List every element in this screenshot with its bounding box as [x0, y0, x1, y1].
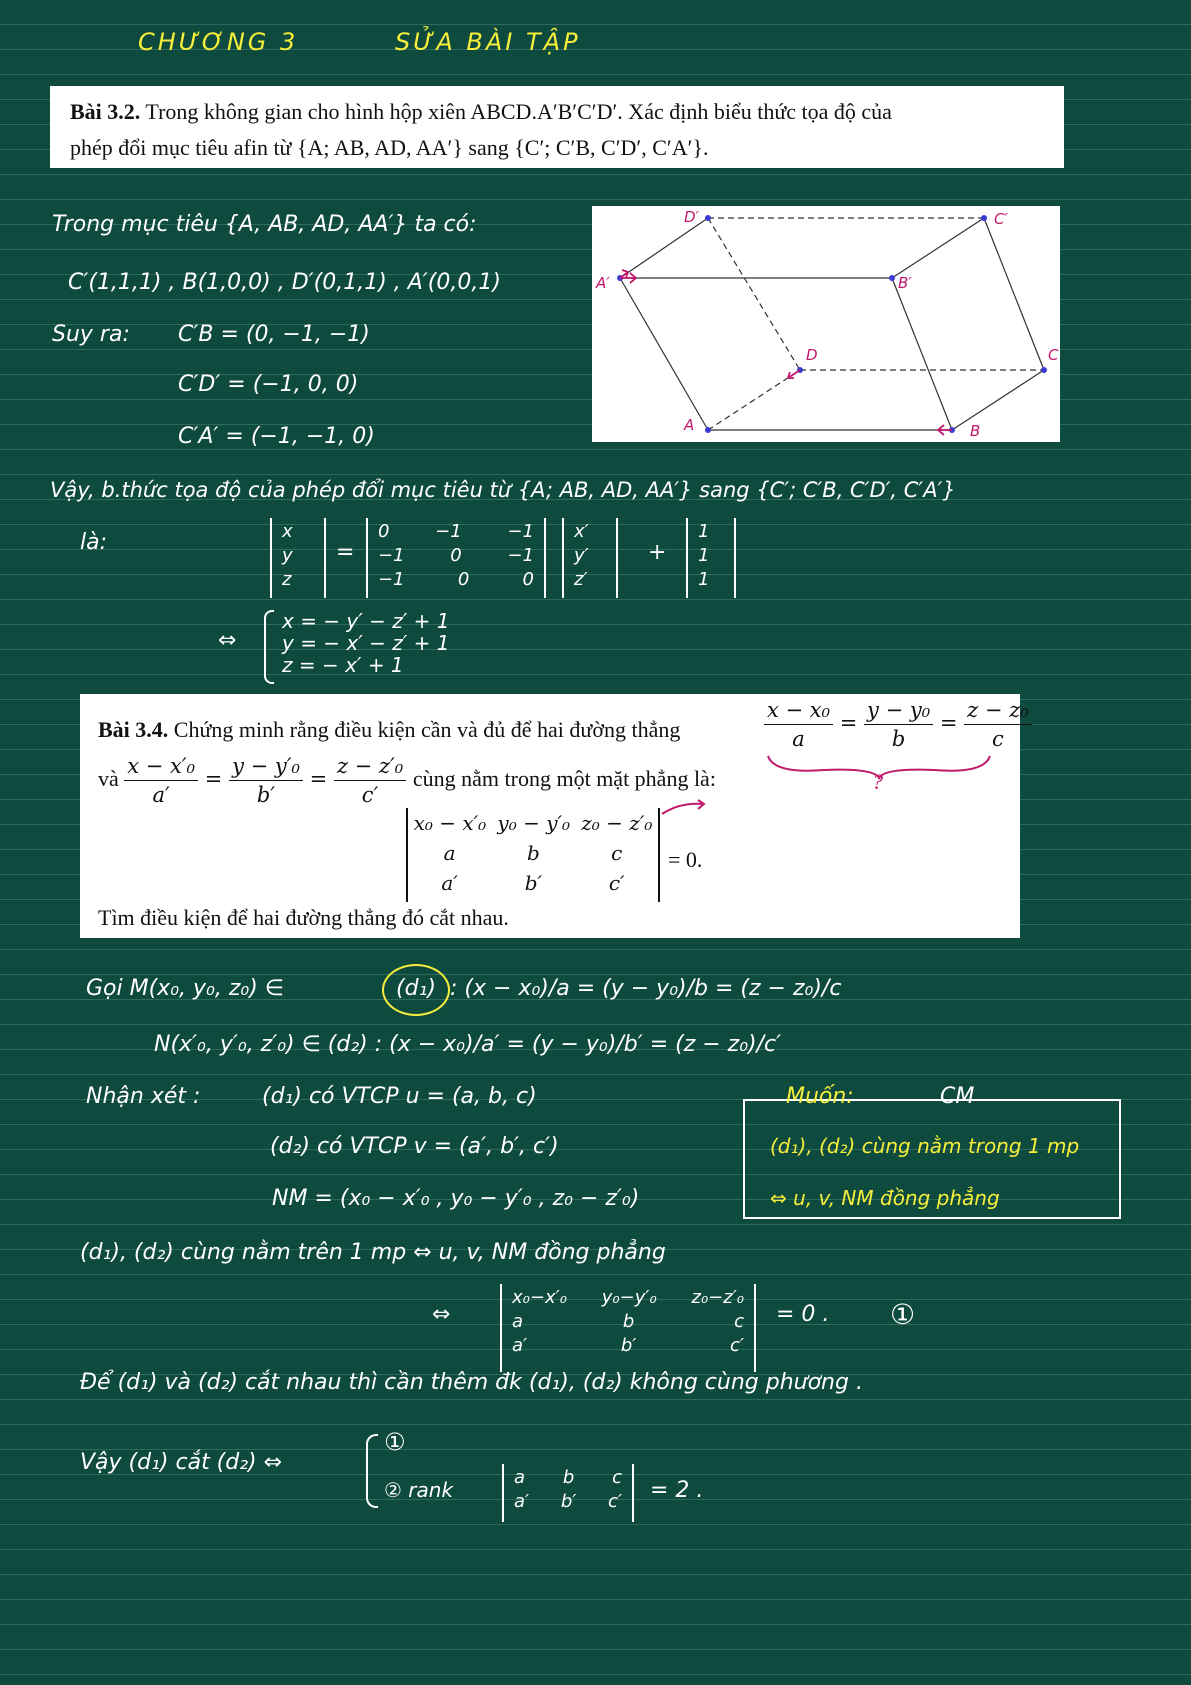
arrow-b: [938, 425, 952, 435]
vector-nm: NM = (x₀ − x′₀ , y₀ − y′₀ , z₀ − z′₀): [272, 1186, 640, 1211]
edge-d1-d: [708, 218, 800, 370]
nhan-xet-label: Nhận xét :: [86, 1084, 201, 1109]
final-cond-1: ①: [384, 1428, 406, 1456]
label-a1: A′: [596, 274, 610, 292]
equals-sign: =: [336, 540, 355, 565]
question-mark: ?: [872, 769, 883, 794]
vertex-c1: [981, 215, 987, 221]
system-brace: [264, 610, 274, 684]
solution-3-2-intro: Trong mục tiêu {A, AB, AD, AA′} ta có:: [52, 212, 477, 237]
equiv-symbol-2: ⇔: [432, 1302, 451, 1327]
parallelepiped-figure: [592, 206, 1060, 442]
line-equation-2: $\frac{\text{x − x′₀}}{a'}$ = $\frac{\text{y − y′₀}}{b'}$ = $\frac{\text{z − z′₀}}{c'}$: [124, 767, 413, 791]
determinant-condition: x₀ − x′₀ y₀ − y′₀ z₀ − z′₀ a b c a′ b′ c′: [406, 808, 660, 902]
conclusion-line: Vậy, b.thức tọa độ của phép đổi mục tiêu từ {A; AB, AD, AA′} sang {C′; C′B, C′D′, C′A′}: [50, 478, 956, 502]
label-b1: B′: [898, 274, 912, 292]
vertex-c: [1041, 367, 1047, 373]
final-conclusion: Vậy (d₁) cắt (d₂) ⇔: [80, 1450, 283, 1475]
note-muon: Muốn:: [786, 1084, 854, 1109]
vertex-b1: [889, 275, 895, 281]
page-heading: SỬA BÀI TẬP: [395, 28, 581, 56]
problem-3-4-label: Bài 3.4.: [98, 717, 169, 742]
vertex-a: [705, 427, 711, 433]
plus-sign: +: [648, 540, 667, 565]
chapter-title: CHƯƠNG 3: [138, 28, 299, 56]
edge-a-d: [708, 370, 800, 430]
problem-3-2-label: Bài 3.2.: [70, 99, 141, 124]
rank-matrix: a b c a′ b′ c′: [502, 1464, 634, 1522]
label-d1: D′: [684, 208, 699, 226]
arrow-d: [788, 370, 800, 378]
note-cm: CM: [940, 1084, 975, 1109]
arrow-annotation: [660, 798, 710, 818]
va-text: và: [98, 766, 119, 791]
d1-circled: (d₁): [382, 964, 450, 1016]
coplanar-statement: (d₁), (d₂) cùng nằm trên 1 mp ⇔ u, v, NM đồng phẳng: [80, 1240, 666, 1265]
intersect-condition: Để (d₁) và (d₂) cắt nhau thì cần thêm đk (d₁), (d₂) không cùng phương .: [80, 1370, 863, 1395]
vector-cb: C′B = (0, −1, −1): [178, 322, 370, 347]
label-d: D: [806, 346, 818, 364]
problem-3-2-line1: Trong không gian cho hình hộp xiên ABCD.A′B′C′D′. Xác định biểu thức tọa độ của: [145, 99, 892, 124]
coplanar-determinant: x₀−x′₀ y₀−y′₀ z₀−z′₀ a b c a′ b′ c′: [500, 1284, 756, 1372]
constant-vector: 1 1 1: [686, 518, 736, 598]
goi-n-text: N(x′₀, y′₀, z′₀) ∈ (d₂) : (x − x₀)/a′ = (y − y₀)/b′ = (z − z₀)/c′: [154, 1032, 782, 1057]
parallelepiped-diagram: [592, 206, 1060, 442]
d1-equation: : (x − x₀)/a = (y − y₀)/b = (z − z₀)/c: [450, 976, 842, 1001]
line-equation-1: $\frac{\text{x − x₀}}{a}$ = $\frac{\text{y − y₀}}{b}$ = $\frac{\text{z − z₀}}{c}$: [764, 696, 1032, 753]
problem-3-4-box: [80, 694, 1029, 938]
final-cond-2: ② rank: [384, 1478, 454, 1502]
label-c: C: [1048, 346, 1059, 364]
det-equals-zero-hw: = 0 .: [776, 1302, 830, 1327]
label-b: B: [970, 422, 981, 440]
edge-b-c: [952, 370, 1044, 430]
rank-equals-two: = 2 .: [650, 1478, 704, 1503]
arrow-ad: [620, 270, 628, 278]
vector-cd: C′D′ = (−1, 0, 0): [178, 372, 359, 397]
problem-3-2-line2: phép đổi mục tiêu afin từ {A; AB, AD, AA′} sang {C′; C′B, C′D′, C′A′}.: [70, 135, 709, 160]
edge-d1-a1: [620, 218, 708, 278]
la-label: là:: [80, 530, 108, 555]
transform-matrix: 0 −1 −1 −1 0 −1 −1 0 0: [366, 518, 546, 598]
edge-c1-b1: [892, 218, 984, 278]
edge-b1-b: [892, 278, 952, 430]
final-brace: [366, 1434, 378, 1508]
vertex-d1: [705, 215, 711, 221]
problem-3-4-text2: cùng nằm trong một mặt phẳng là:: [412, 766, 716, 791]
lhs-vector: x y z: [270, 518, 326, 598]
problem-3-4-text1: Chứng minh rằng điều kiện cần và đủ để hai đường thẳng: [173, 717, 681, 742]
vtcp-u: (d₁) có VTCP u = (a, b, c): [262, 1084, 537, 1109]
edge-c1-c: [984, 218, 1044, 370]
vector-ca: C′A′ = (−1, −1, 0): [178, 424, 375, 449]
det-equals-zero: = 0.: [668, 847, 703, 872]
prime-vector: x′ y′ z′: [562, 518, 618, 598]
suy-ra-label: Suy ra:: [52, 322, 130, 347]
problem-3-2-box: [50, 86, 1064, 168]
edge-a1-a: [620, 278, 708, 430]
solution-3-2-points: C′(1,1,1) , B(1,0,0) , D′(0,1,1) , A′(0,0,1): [68, 270, 501, 295]
vtcp-v: (d₂) có VTCP v = (a′, b′, c′): [270, 1134, 559, 1159]
system-equations: x = − y′ − z′ + 1 y = − x′ − z′ + 1 z = − x′ + 1: [282, 609, 450, 677]
goi-m-text: Gọi M(x₀, y₀, z₀) ∈: [86, 976, 284, 1001]
equiv-symbol: ⇔: [218, 628, 237, 653]
label-a: A: [684, 416, 695, 434]
condition-1-marker: ①: [890, 1298, 916, 1331]
label-c1: C′: [994, 210, 1008, 228]
note-line2: ⇔ u, v, NM đồng phẳng: [770, 1186, 1000, 1210]
note-line1: (d₁), (d₂) cùng nằm trong 1 mp: [770, 1134, 1080, 1158]
problem-3-4-text3: Tìm điều kiện để hai đường thẳng đó cắt nhau.: [98, 905, 509, 930]
